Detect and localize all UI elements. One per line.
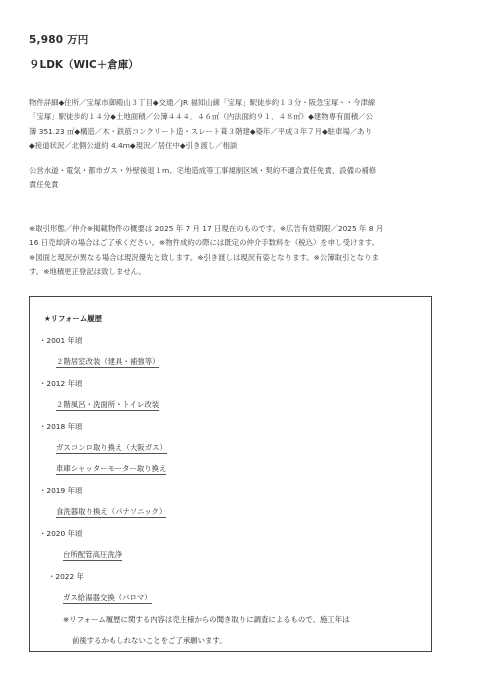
reform-item: ガスコンロ取り換え（大阪ガス） bbox=[56, 443, 167, 452]
reform-item: ガス給湯器交換（パロマ） bbox=[63, 593, 152, 602]
reform-year: ・2018 年頃 bbox=[39, 422, 83, 431]
details-line: ◆接道状況／北側公道約 4.4m◆現況／居住中◆引き渡し／相談 bbox=[29, 141, 238, 151]
reform-item: ２階風呂・洗面所・トイレ改装 bbox=[56, 400, 160, 409]
reform-item: ２階居室改装（建具・補強等） bbox=[56, 357, 160, 366]
utilities-conditions bbox=[29, 164, 455, 193]
reform-year: ・2022 年 bbox=[48, 572, 84, 581]
reform-item: 食洗器取り換え（パナソニック） bbox=[56, 507, 167, 516]
reform-year: ・2020 年頃 bbox=[39, 529, 83, 538]
reform-year: ・2001 年頃 bbox=[39, 336, 83, 345]
reform-disclaimer: 前後するかもしれないことをご了承願います。 bbox=[72, 636, 227, 645]
price: 5,980 万円 bbox=[29, 34, 89, 46]
property-details bbox=[29, 96, 455, 154]
utilities-line: 公営水道・電気・都市ガス・外壁後退１m、宅地造成等工事規制区域・契約不適合責任免責、設備の補修 bbox=[29, 166, 377, 175]
transaction-notes bbox=[29, 222, 455, 280]
notes-line: ※図面と現況が異なる場合は現況優先と致します。※引き渡しは現況有姿となります。※公簿取引となりま bbox=[29, 252, 379, 262]
reform-year: ・2019 年頃 bbox=[39, 486, 83, 495]
reform-item: 台所配管高圧洗浄 bbox=[63, 550, 123, 559]
reform-item: 車庫シャッターモーター取り換え bbox=[56, 464, 167, 473]
reform-history-title: ★リフォーム履歴 bbox=[44, 314, 102, 323]
notes-line: 16 日売却済の場合はご了承ください。※物件成約の際には既定の仲介手数料を（税込）を申し受けます。 bbox=[29, 238, 379, 248]
notes-line: す。※地積更正登記は致しません。 bbox=[29, 267, 146, 277]
details-line: 簿 351.23 ㎡◆構造／木・鉄筋コンクリート造・スレート葺３階建◆築年／平成３年７月◆駐車場／あり bbox=[29, 126, 373, 136]
utilities-line: 責任免責 bbox=[29, 180, 59, 190]
details-line: 「宝塚」駅徒歩約１４分◆土地面積／公簿４４４．４６㎡（内法面約９１．４８㎡）◆建物専有面積／公 bbox=[29, 112, 373, 122]
details-line: 物件詳細◆住所／宝塚市御殿山３丁目◆交通／JR 福知山線「宝塚」駅徒歩約１３分・阪急宝塚・・今津線 bbox=[29, 98, 376, 107]
reform-disclaimer: ※リフォーム履歴に関する内容は売主様からの聞き取りに調査によるもので、施工年は bbox=[63, 615, 350, 624]
floor-plan-type: ９LDK（WIC＋倉庫） bbox=[29, 59, 139, 71]
reform-year: ・2012 年頃 bbox=[39, 379, 83, 388]
notes-line: ※取引形態／仲介※掲載物件の概要は 2025 年 7 月 17 日現在のものです。※広告有効期限／2025 年 8 月 bbox=[29, 224, 384, 233]
